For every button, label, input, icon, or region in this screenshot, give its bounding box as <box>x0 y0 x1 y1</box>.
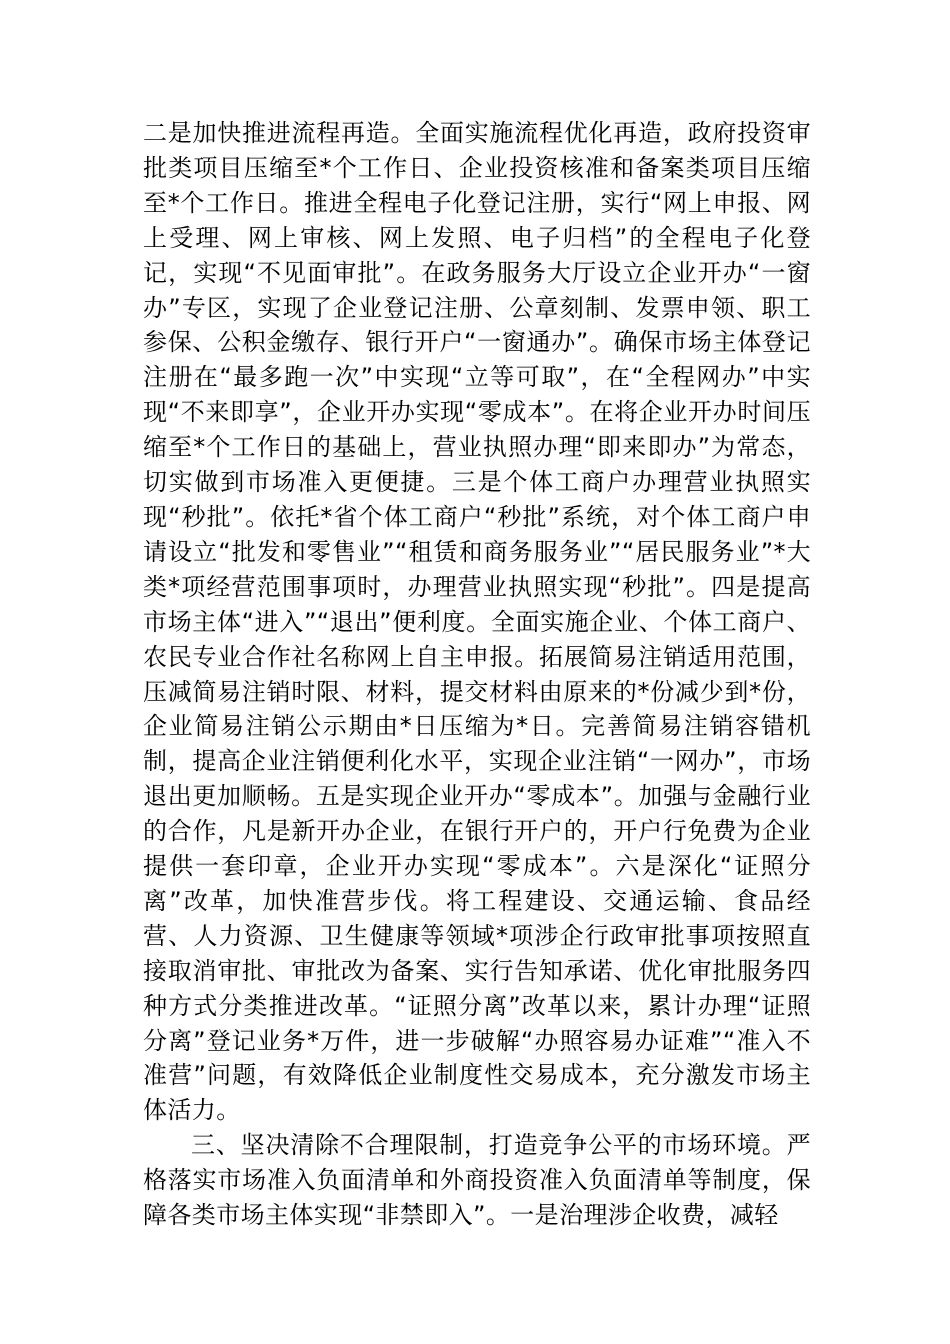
paragraph-process-reengineering: 二是加快推进流程再造。全面实施流程优化再造，政府投资审批类项目压缩至*个工作日、企业投资核准和备案类项目压缩至*个工作日。推进全程电子化登记注册，实行“网上申报、网上受理、网上审核、网上发照、电子归档”的全程电子化登记，实现“不见面审批”。在政务服务大厅设立企业开办“一窗办”专区，实现了企业登记注册、公章刻制、发票申领、职工参保、公积金缴存、银行开户“一窗通办”。确保市场主体登记注册在“最多跑一次”中实现“立等可取”，在“全程网办”中实现“不来即享”，企业开办实现“零成本”。在将企业开办时间压缩至*个工作日的基础上，营业执照办理“即来即办”为常态，切实做到市场准入更便捷。三是个体工商户办理营业执照实现“秒批”。依托*省个体工商户“秒批”系统，对个体工商户申请设立“批发和零售业”“租赁和商务服务业”“居民服务业”*大类*项经营范围事项时，办理营业执照实现“秒批”。四是提高市场主体“进入”“退出”便利度。全面实施企业、个体工商户、农民专业合作社名称网上自主申报。拓展简易注销适用范围，压减简易注销时限、材料，提交材料由原来的*份减少到*份，企业简易注销公示期由*日压缩为*日。完善简易注销容错机制，提高企业注销便利化水平，实现企业注销“一网办”，市场退出更加顺畅。五是实现企业开办“零成本”。加强与金融行业的合作，凡是新开办企业，在银行开户的，开户行免费为企业提供一套印章，企业开办实现“零成本”。六是深化“证照分离”改革，加快准营步伐。将工程建设、交通运输、食品经营、人力资源、卫生健康等领域*项涉企行政审批事项按照直接取消审批、审批改为备案、实行告知承诺、优化审批服务四种方式分类推进改革。“证照分离”改革以来，累计办理“证照分离”登记业务*万件，进一步破解“办照容易办证难”“准入不准营”问题，有效降低企业制度性交易成本，充分激发市场主体活力。 <box>143 119 811 1125</box>
paragraph-fair-market-environment: 三、坚决清除不合理限制，打造竞争公平的市场环境。严格落实市场准入负面清单和外商投资准入负面清单等制度，保障各类市场主体实现“非禁即入”。一是治理涉企收费，减轻 <box>143 1131 811 1230</box>
document-body <box>143 116 811 1233</box>
